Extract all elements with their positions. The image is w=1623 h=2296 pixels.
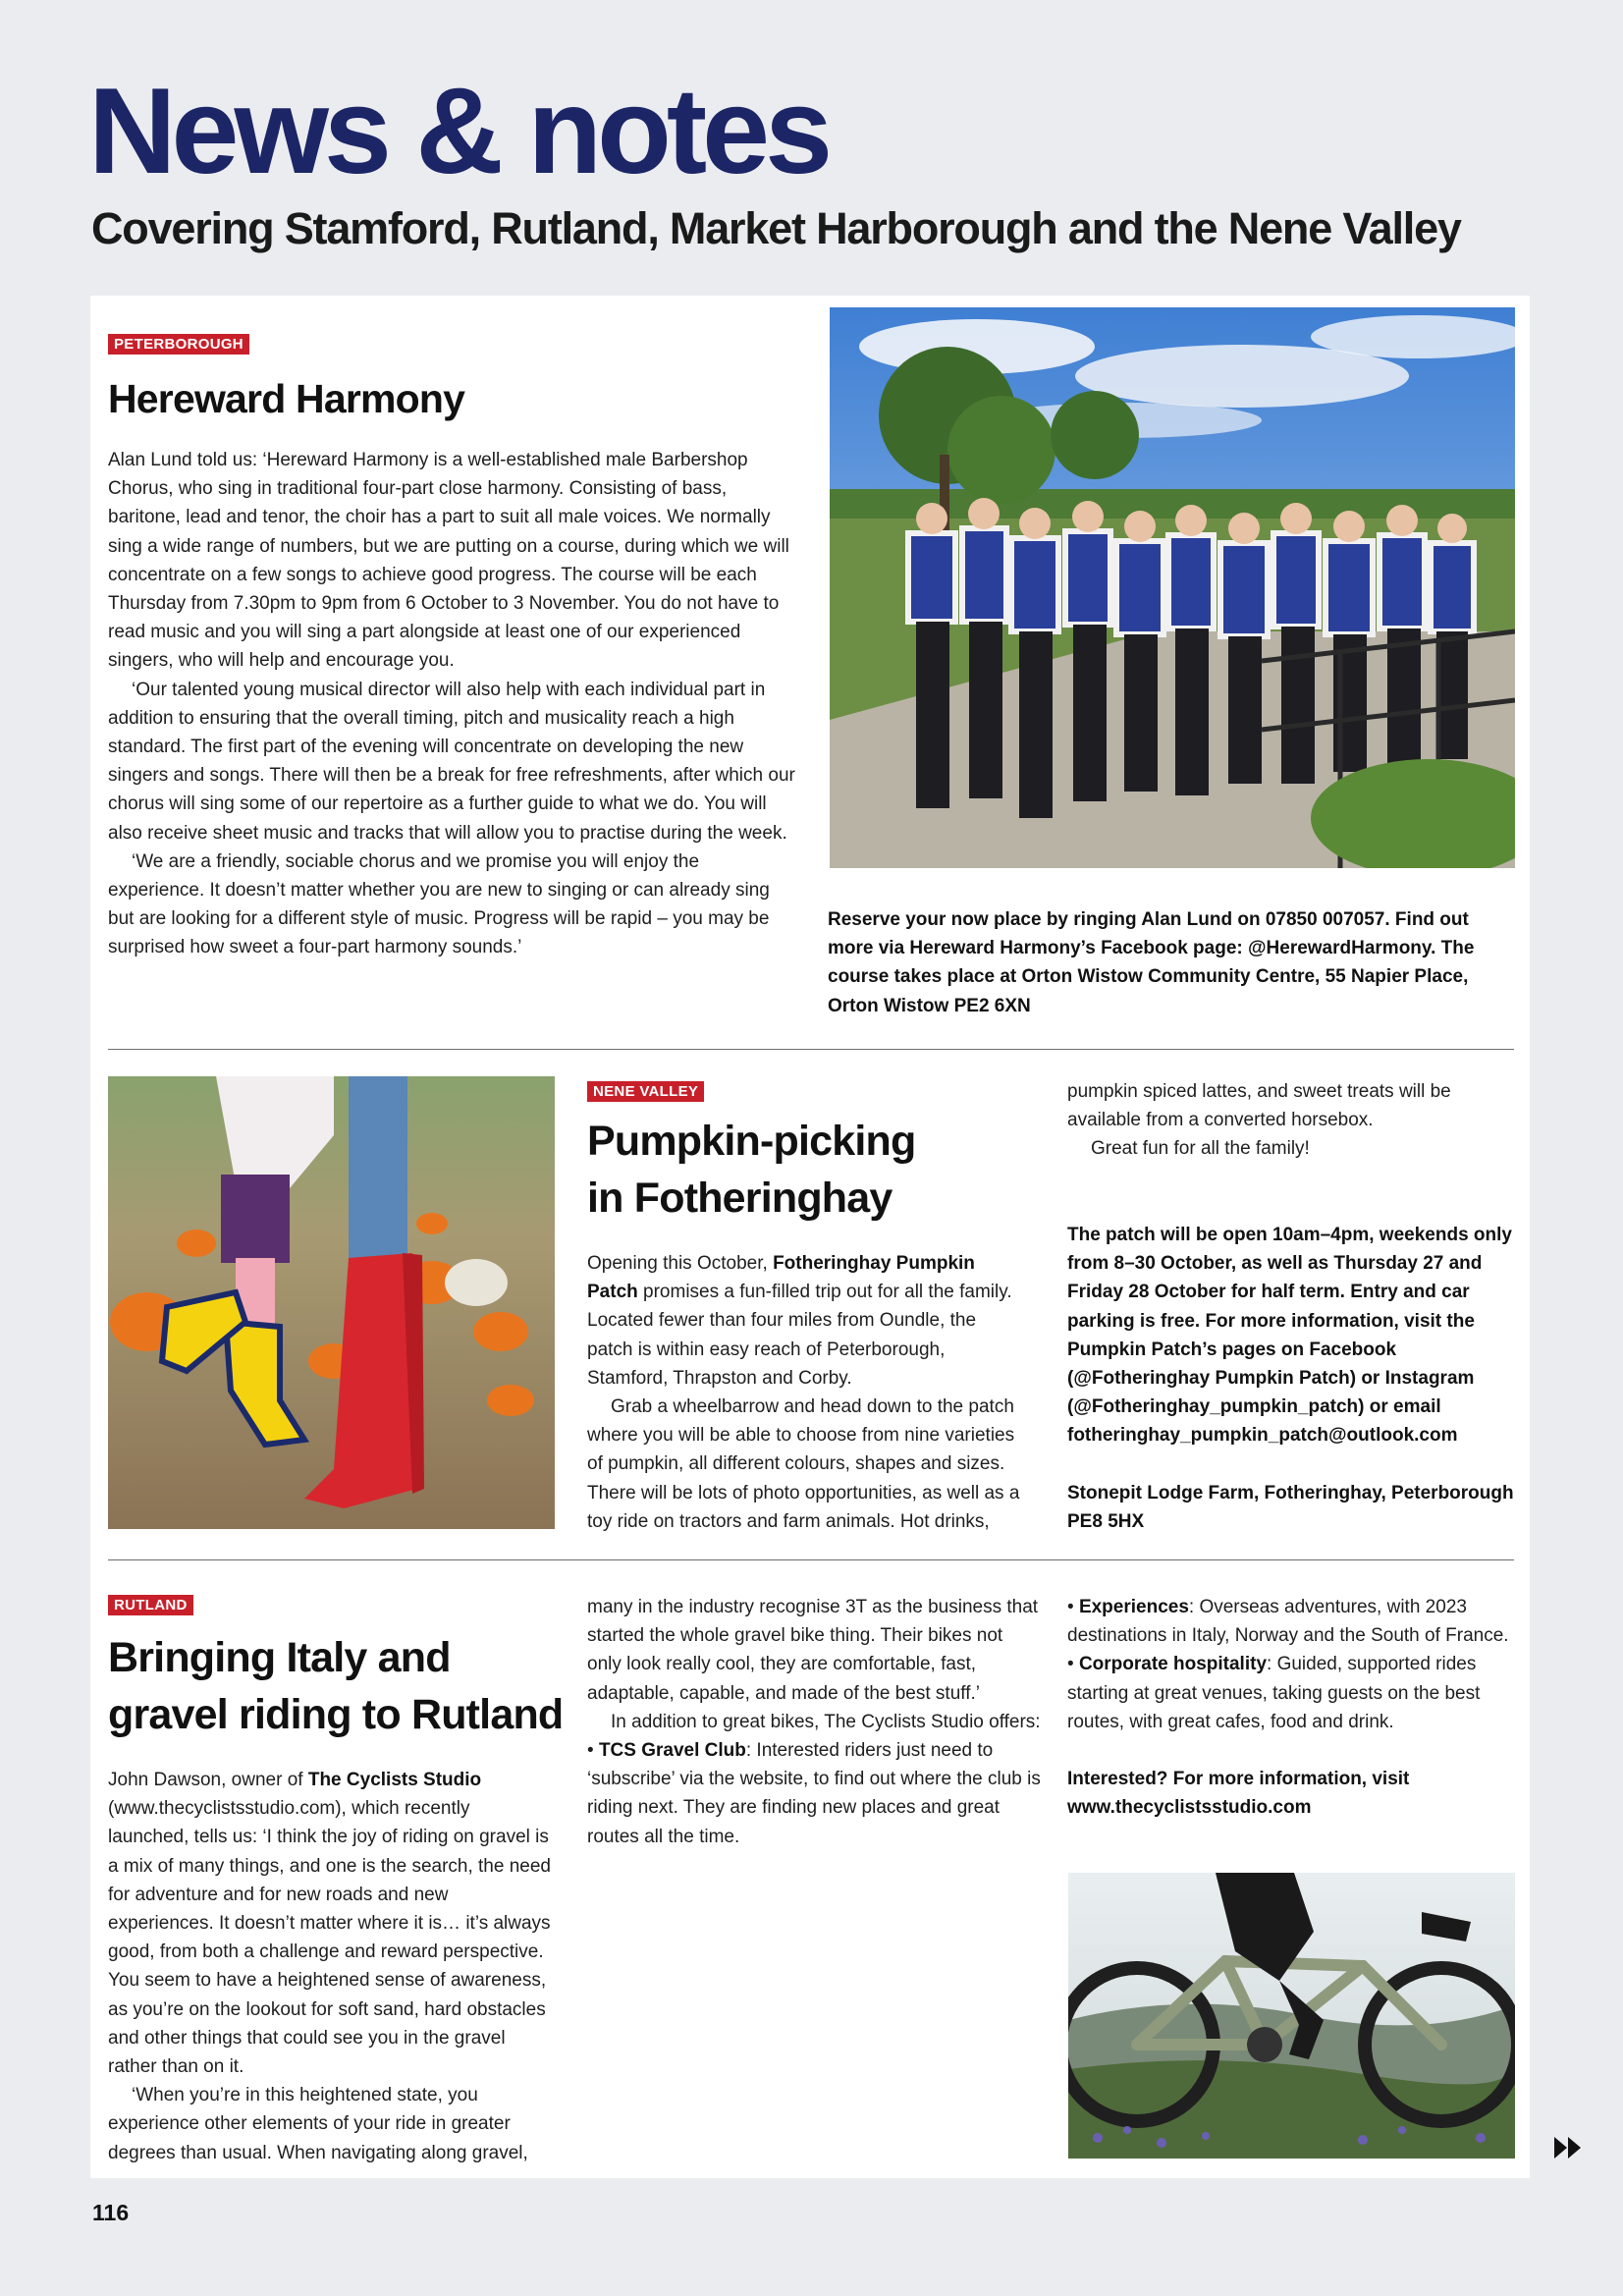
bullet: • (1067, 1597, 1074, 1617)
opening-info: The patch will be open 10am–4pm, weekends only from 8–30 October, as well as Thursday 27 and Friday 28 October for half term. Entry and car parking is free. For more information, visit the Pumpkin Patch’s pages on Facebook (@Fotheringhay Pumpkin Patch) or Instagram (@Fotheringhay_pumpkin_patch) or email fotheringhay_pumpkin_patch@outlook.com (1067, 1225, 1512, 1447)
bullet: • (1067, 1654, 1074, 1675)
paragraph: Great fun for all the family! (1091, 1138, 1310, 1160)
business-name: The Cyclists Studio (307, 1770, 482, 1790)
region-tag-nene-valley: NENE VALLEY (587, 1081, 704, 1102)
article-body-gravel-col1 (108, 1766, 555, 2168)
bullet-title: TCS Gravel Club (598, 1740, 746, 1762)
page-title: News & notes (88, 64, 829, 199)
paragraph: ‘When you’re in this heightened state, you experience other elements of your ride in greater degrees than usual. When navigating along gravel, (108, 2085, 528, 2163)
section-divider (108, 1559, 1514, 1560)
article-body-gravel-col3 (1067, 1593, 1519, 1823)
headline-line: Pumpkin-picking (587, 1118, 916, 1165)
paragraph: Grab a wheelbarrow and head down to the patch where you will be able to choose from nine varieties of pumpkin, all different colours, shapes and sizes. There will be lots of photo opportunities, as well as a toy ride on tractors and farm animals. Hot drinks, (587, 1396, 1020, 1532)
gravel-bike-photo (1068, 1873, 1515, 2159)
venue-name: Fotheringhay Pumpkin Patch (587, 1253, 975, 1303)
headline-line: gravel riding to Rutland (108, 1691, 564, 1738)
article-body-pumpkin-col1 (587, 1249, 1025, 1536)
pumpkin-boots-photo (108, 1076, 555, 1529)
paragraph (587, 1249, 1025, 1393)
address: Stonepit Lodge Farm, Fotheringhay, Peterborough PE8 5HX (1067, 1482, 1514, 1533)
choir-photo (830, 307, 1515, 868)
info-box-pumpkin (1067, 1221, 1519, 1536)
paragraph: ‘Our talented young musical director will also help with each individual part in addition to ensuring that the overall timing, pitch and musicality reach a high standard. The first part of the evening will concentrate on developing the new singers and songs. There will then be a break for free refreshments, after which our chorus will sing some of our repertoire as a further guide to what we do. You will also receive sheet music and tracks that will allow you to practise during the week. (108, 679, 795, 844)
paragraph: ‘We are a friendly, sociable chorus and we promise you will enjoy the experience. It doesn’t matter whether you are new to singing or can already sing but are looking for a different style of music. Progress will be rapid – you may be surprised how sweet a four-part harmony sounds.’ (108, 850, 770, 958)
bullet-title: Corporate hospitality (1078, 1654, 1268, 1675)
article-body-pumpkin-col2 (1067, 1077, 1519, 1192)
gravel-text-continued (587, 1593, 1041, 1851)
continue-arrows-icon (1554, 2135, 1584, 2160)
paragraph: pumpkin spiced lattes, and sweet treats will be available from a converted horsebox. (1067, 1081, 1451, 1131)
headline-line: Bringing Italy and (108, 1634, 451, 1681)
region-tag-rutland: RUTLAND (108, 1595, 193, 1615)
paragraph: Alan Lund told us: ‘Hereward Harmony is a well-established male Barbershop Chorus, who sing in traditional four-part close harmony. Consisting of bass, baritone, lead and tenor, the choir has a part to suit all male voices. We normally sing a wide range of numbers, but we are putting on a course, during which we will concentrate on a few songs to achieve good progress. The course will be each Thursday from 7.30pm to 9pm from 6 October to 3 November. You do not have to read music and you will sing a part alongside at least one of our experienced singers, who will help and encourage you. (108, 450, 789, 672)
info-box-gravel: Interested? For more information, visit www.thecyclistsstudio.com (1067, 1769, 1410, 1819)
article-headline-gravel (108, 1629, 563, 1743)
paragraph (108, 1766, 555, 2081)
lead-text: Opening this October, (587, 1253, 774, 1274)
bullet-text: : Interested riders just need to ‘subscribe’ via the website, to find out where the club is riding next. They are finding new places and great routes all the time. (587, 1740, 1041, 1847)
bullet-title: Experiences (1078, 1597, 1189, 1617)
paragraph-text: promises a fun-filled trip out for all the family. Located fewer than four miles from Oundle, the patch is within easy reach of Peterborough, Stamford, Thrapston and Corby. (587, 1282, 1012, 1389)
lead-text: John Dawson, owner of (108, 1770, 308, 1790)
bullet-item (1067, 1593, 1519, 1650)
pumpkin-text-continued (1067, 1077, 1519, 1164)
paragraph-text: (www.thecyclistsstudio.com), which recently launched, tells us: ‘I think the joy of riding on gravel is a mix of many things, and one is the search, the need for adventure and for new roads and new experiences. It doesn’t matter where it is… it’s always good, from both a challenge and reward perspective. You seem to have a heightened sense of awareness, as you’re on the lookout for soft sand, hard obstacles and other things that could see you in the gravel rather than on it. (108, 1798, 551, 2078)
article-headline-hereward: Hereward Harmony (108, 376, 465, 421)
page-subtitle: Covering Stamford, Rutland, Market Harborough and the Nene Valley (91, 203, 1461, 253)
article-body-gravel-col2 (587, 1593, 1041, 2168)
bullet-item (1067, 1650, 1519, 1736)
info-box-hereward: Reserve your now place by ringing Alan Lund on 07850 007057. Find out more via Hereward Harmony’s Facebook page: @HerewardHarmony. The course takes place at Orton Wistow Community Centre, 55 Napier Place, Orton Wistow PE2 6XN (828, 909, 1475, 1016)
section-divider (108, 1049, 1514, 1050)
paragraph: many in the industry recognise 3T as the business that started the whole gravel bike thing. Their bikes not only look really cool, they are comfortable, fast, adaptable, capable, and made of the best stuff.’ (587, 1597, 1039, 1704)
pumpkin-flow-window (587, 1249, 1025, 1536)
page-number: 116 (92, 2200, 130, 2225)
gravel-text (108, 1766, 555, 2168)
article-headline-pumpkin (587, 1113, 915, 1227)
bullet-text: : Guided, supported rides starting at great venues, taking guests on the best routes, with great cafes, food and drink. (1067, 1654, 1481, 1732)
bullet: • (587, 1740, 594, 1762)
region-tag-peterborough: PETERBOROUGH (108, 334, 249, 355)
paragraph: In addition to great bikes, The Cyclists Studio offers: (611, 1711, 1041, 1732)
bullet-item (587, 1736, 1041, 1851)
pumpkin-text (587, 1249, 1025, 1536)
bullet-text: : Overseas adventures, with 2023 destinations in Italy, Norway and the South of France. (1067, 1597, 1509, 1647)
article-body-hereward (108, 446, 795, 962)
headline-line: in Fotheringhay (587, 1175, 893, 1222)
